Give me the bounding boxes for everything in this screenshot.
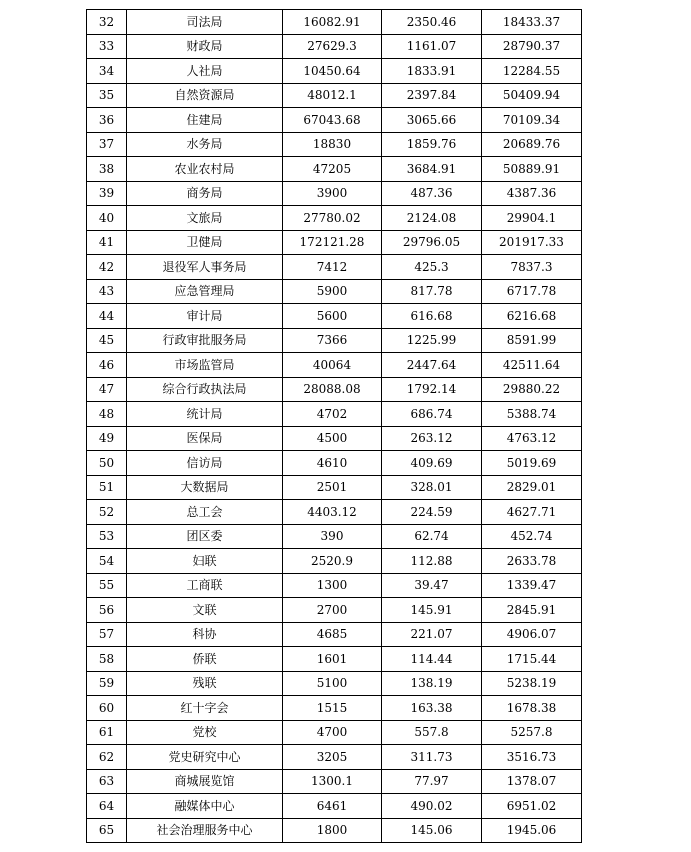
table-row: [87, 794, 582, 819]
amount-total-cell: 42511.64: [482, 353, 582, 378]
amount-total-cell: 7837.3: [482, 255, 582, 280]
table-row: [87, 769, 582, 794]
amount-a-cell: 1800: [283, 818, 382, 843]
table-row: [87, 818, 582, 843]
amount-a-cell: 3900: [283, 181, 382, 206]
amount-b-cell: 62.74: [382, 524, 482, 549]
amount-b-cell: 224.59: [382, 500, 482, 525]
department-name-cell: 综合行政执法局: [127, 377, 283, 402]
amount-total-cell: 1945.06: [482, 818, 582, 843]
table-row: [87, 500, 582, 525]
row-number-cell: 45: [87, 328, 127, 353]
amount-a-cell: 390: [283, 524, 382, 549]
department-name-cell: 自然资源局: [127, 83, 283, 108]
row-number-cell: 58: [87, 647, 127, 672]
amount-b-cell: 328.01: [382, 475, 482, 500]
row-number-cell: 32: [87, 10, 127, 35]
amount-b-cell: 2397.84: [382, 83, 482, 108]
table-row: [87, 10, 582, 35]
row-number-cell: 46: [87, 353, 127, 378]
amount-a-cell: 4403.12: [283, 500, 382, 525]
row-number-cell: 44: [87, 304, 127, 329]
amount-b-cell: 1833.91: [382, 59, 482, 84]
amount-a-cell: 27780.02: [283, 206, 382, 231]
amount-b-cell: 163.38: [382, 696, 482, 721]
amount-a-cell: 4610: [283, 451, 382, 476]
department-name-cell: 应急管理局: [127, 279, 283, 304]
row-number-cell: 40: [87, 206, 127, 231]
department-name-cell: 信访局: [127, 451, 283, 476]
row-number-cell: 62: [87, 745, 127, 770]
department-name-cell: 商城展览馆: [127, 769, 283, 794]
amount-total-cell: 6951.02: [482, 794, 582, 819]
table-row: [87, 720, 582, 745]
department-name-cell: 司法局: [127, 10, 283, 35]
table-row: [87, 573, 582, 598]
department-name-cell: 医保局: [127, 426, 283, 451]
department-name-cell: 市场监管局: [127, 353, 283, 378]
amount-a-cell: 3205: [283, 745, 382, 770]
amount-b-cell: 3684.91: [382, 157, 482, 182]
amount-total-cell: 12284.55: [482, 59, 582, 84]
department-name-cell: 行政审批服务局: [127, 328, 283, 353]
table-row: [87, 451, 582, 476]
amount-b-cell: 490.02: [382, 794, 482, 819]
amount-total-cell: 4763.12: [482, 426, 582, 451]
amount-total-cell: 2633.78: [482, 549, 582, 574]
row-number-cell: 52: [87, 500, 127, 525]
amount-a-cell: 1300.1: [283, 769, 382, 794]
department-name-cell: 妇联: [127, 549, 283, 574]
department-name-cell: 卫健局: [127, 230, 283, 255]
amount-b-cell: 221.07: [382, 622, 482, 647]
table-row: [87, 745, 582, 770]
department-name-cell: 审计局: [127, 304, 283, 329]
table-row: [87, 255, 582, 280]
table-row: [87, 108, 582, 133]
amount-b-cell: 616.68: [382, 304, 482, 329]
table-row: [87, 353, 582, 378]
table-row: [87, 304, 582, 329]
department-name-cell: 财政局: [127, 34, 283, 59]
amount-b-cell: 1859.76: [382, 132, 482, 157]
amount-total-cell: 4906.07: [482, 622, 582, 647]
amount-a-cell: 6461: [283, 794, 382, 819]
amount-a-cell: 2520.9: [283, 549, 382, 574]
row-number-cell: 65: [87, 818, 127, 843]
amount-a-cell: 48012.1: [283, 83, 382, 108]
amount-b-cell: 2350.46: [382, 10, 482, 35]
amount-b-cell: 77.97: [382, 769, 482, 794]
table-row: [87, 230, 582, 255]
department-name-cell: 总工会: [127, 500, 283, 525]
table-row: [87, 524, 582, 549]
amount-b-cell: 145.06: [382, 818, 482, 843]
amount-b-cell: 1161.07: [382, 34, 482, 59]
row-number-cell: 36: [87, 108, 127, 133]
amount-total-cell: 5019.69: [482, 451, 582, 476]
amount-total-cell: 1378.07: [482, 769, 582, 794]
amount-a-cell: 5100: [283, 671, 382, 696]
row-number-cell: 54: [87, 549, 127, 574]
table-row: [87, 426, 582, 451]
amount-b-cell: 263.12: [382, 426, 482, 451]
department-name-cell: 人社局: [127, 59, 283, 84]
amount-total-cell: 6216.68: [482, 304, 582, 329]
department-name-cell: 文联: [127, 598, 283, 623]
table-body: [87, 10, 582, 843]
table-row: [87, 598, 582, 623]
amount-total-cell: 29904.1: [482, 206, 582, 231]
row-number-cell: 48: [87, 402, 127, 427]
row-number-cell: 61: [87, 720, 127, 745]
amount-total-cell: 2829.01: [482, 475, 582, 500]
department-name-cell: 文旅局: [127, 206, 283, 231]
amount-a-cell: 2501: [283, 475, 382, 500]
amount-total-cell: 20689.76: [482, 132, 582, 157]
row-number-cell: 47: [87, 377, 127, 402]
amount-b-cell: 3065.66: [382, 108, 482, 133]
table-row: [87, 83, 582, 108]
amount-total-cell: 28790.37: [482, 34, 582, 59]
table-row: [87, 181, 582, 206]
row-number-cell: 57: [87, 622, 127, 647]
department-name-cell: 红十字会: [127, 696, 283, 721]
table-row: [87, 206, 582, 231]
row-number-cell: 53: [87, 524, 127, 549]
amount-a-cell: 2700: [283, 598, 382, 623]
amount-b-cell: 557.8: [382, 720, 482, 745]
amount-b-cell: 425.3: [382, 255, 482, 280]
table-row: [87, 549, 582, 574]
amount-a-cell: 67043.68: [283, 108, 382, 133]
amount-b-cell: 311.73: [382, 745, 482, 770]
amount-total-cell: 29880.22: [482, 377, 582, 402]
row-number-cell: 49: [87, 426, 127, 451]
table-row: [87, 647, 582, 672]
table-row: [87, 157, 582, 182]
amount-a-cell: 4700: [283, 720, 382, 745]
department-name-cell: 科协: [127, 622, 283, 647]
table-row: [87, 377, 582, 402]
row-number-cell: 56: [87, 598, 127, 623]
amount-a-cell: 172121.28: [283, 230, 382, 255]
department-name-cell: 党校: [127, 720, 283, 745]
amount-b-cell: 2124.08: [382, 206, 482, 231]
amount-b-cell: 114.44: [382, 647, 482, 672]
amount-a-cell: 5600: [283, 304, 382, 329]
amount-a-cell: 18830: [283, 132, 382, 157]
row-number-cell: 41: [87, 230, 127, 255]
amount-b-cell: 29796.05: [382, 230, 482, 255]
row-number-cell: 63: [87, 769, 127, 794]
amount-a-cell: 1515: [283, 696, 382, 721]
amount-total-cell: 4627.71: [482, 500, 582, 525]
department-name-cell: 住建局: [127, 108, 283, 133]
amount-total-cell: 1678.38: [482, 696, 582, 721]
row-number-cell: 50: [87, 451, 127, 476]
amount-total-cell: 70109.34: [482, 108, 582, 133]
amount-total-cell: 4387.36: [482, 181, 582, 206]
row-number-cell: 38: [87, 157, 127, 182]
amount-a-cell: 4685: [283, 622, 382, 647]
budget-table: [86, 9, 582, 843]
table-row: [87, 696, 582, 721]
department-name-cell: 大数据局: [127, 475, 283, 500]
amount-a-cell: 27629.3: [283, 34, 382, 59]
amount-b-cell: 817.78: [382, 279, 482, 304]
row-number-cell: 60: [87, 696, 127, 721]
amount-total-cell: 3516.73: [482, 745, 582, 770]
department-name-cell: 农业农村局: [127, 157, 283, 182]
amount-a-cell: 1300: [283, 573, 382, 598]
row-number-cell: 42: [87, 255, 127, 280]
row-number-cell: 55: [87, 573, 127, 598]
amount-a-cell: 7412: [283, 255, 382, 280]
row-number-cell: 59: [87, 671, 127, 696]
amount-total-cell: 2845.91: [482, 598, 582, 623]
amount-total-cell: 18433.37: [482, 10, 582, 35]
table-row: [87, 671, 582, 696]
amount-total-cell: 1339.47: [482, 573, 582, 598]
department-name-cell: 残联: [127, 671, 283, 696]
amount-a-cell: 40064: [283, 353, 382, 378]
amount-total-cell: 452.74: [482, 524, 582, 549]
row-number-cell: 35: [87, 83, 127, 108]
table-row: [87, 402, 582, 427]
amount-total-cell: 201917.33: [482, 230, 582, 255]
row-number-cell: 39: [87, 181, 127, 206]
amount-total-cell: 5238.19: [482, 671, 582, 696]
amount-a-cell: 28088.08: [283, 377, 382, 402]
amount-b-cell: 39.47: [382, 573, 482, 598]
amount-b-cell: 2447.64: [382, 353, 482, 378]
row-number-cell: 51: [87, 475, 127, 500]
amount-total-cell: 5388.74: [482, 402, 582, 427]
department-name-cell: 团区委: [127, 524, 283, 549]
row-number-cell: 34: [87, 59, 127, 84]
amount-b-cell: 1225.99: [382, 328, 482, 353]
table-row: [87, 132, 582, 157]
department-name-cell: 融媒体中心: [127, 794, 283, 819]
amount-total-cell: 6717.78: [482, 279, 582, 304]
amount-total-cell: 50889.91: [482, 157, 582, 182]
table-row: [87, 475, 582, 500]
amount-a-cell: 47205: [283, 157, 382, 182]
amount-b-cell: 487.36: [382, 181, 482, 206]
amount-total-cell: 8591.99: [482, 328, 582, 353]
department-name-cell: 党史研究中心: [127, 745, 283, 770]
amount-total-cell: 50409.94: [482, 83, 582, 108]
department-name-cell: 统计局: [127, 402, 283, 427]
department-name-cell: 退役军人事务局: [127, 255, 283, 280]
department-name-cell: 水务局: [127, 132, 283, 157]
amount-b-cell: 145.91: [382, 598, 482, 623]
amount-a-cell: 1601: [283, 647, 382, 672]
table-row: [87, 279, 582, 304]
amount-total-cell: 5257.8: [482, 720, 582, 745]
table-row: [87, 328, 582, 353]
amount-a-cell: 16082.91: [283, 10, 382, 35]
amount-b-cell: 138.19: [382, 671, 482, 696]
table-row: [87, 622, 582, 647]
amount-a-cell: 4702: [283, 402, 382, 427]
department-name-cell: 侨联: [127, 647, 283, 672]
row-number-cell: 43: [87, 279, 127, 304]
amount-b-cell: 409.69: [382, 451, 482, 476]
amount-a-cell: 5900: [283, 279, 382, 304]
department-name-cell: 商务局: [127, 181, 283, 206]
amount-a-cell: 7366: [283, 328, 382, 353]
row-number-cell: 37: [87, 132, 127, 157]
table-row: [87, 59, 582, 84]
table-row: [87, 34, 582, 59]
amount-b-cell: 1792.14: [382, 377, 482, 402]
row-number-cell: 64: [87, 794, 127, 819]
amount-total-cell: 1715.44: [482, 647, 582, 672]
department-name-cell: 工商联: [127, 573, 283, 598]
amount-a-cell: 4500: [283, 426, 382, 451]
row-number-cell: 33: [87, 34, 127, 59]
amount-a-cell: 10450.64: [283, 59, 382, 84]
amount-b-cell: 112.88: [382, 549, 482, 574]
amount-b-cell: 686.74: [382, 402, 482, 427]
department-name-cell: 社会治理服务中心: [127, 818, 283, 843]
